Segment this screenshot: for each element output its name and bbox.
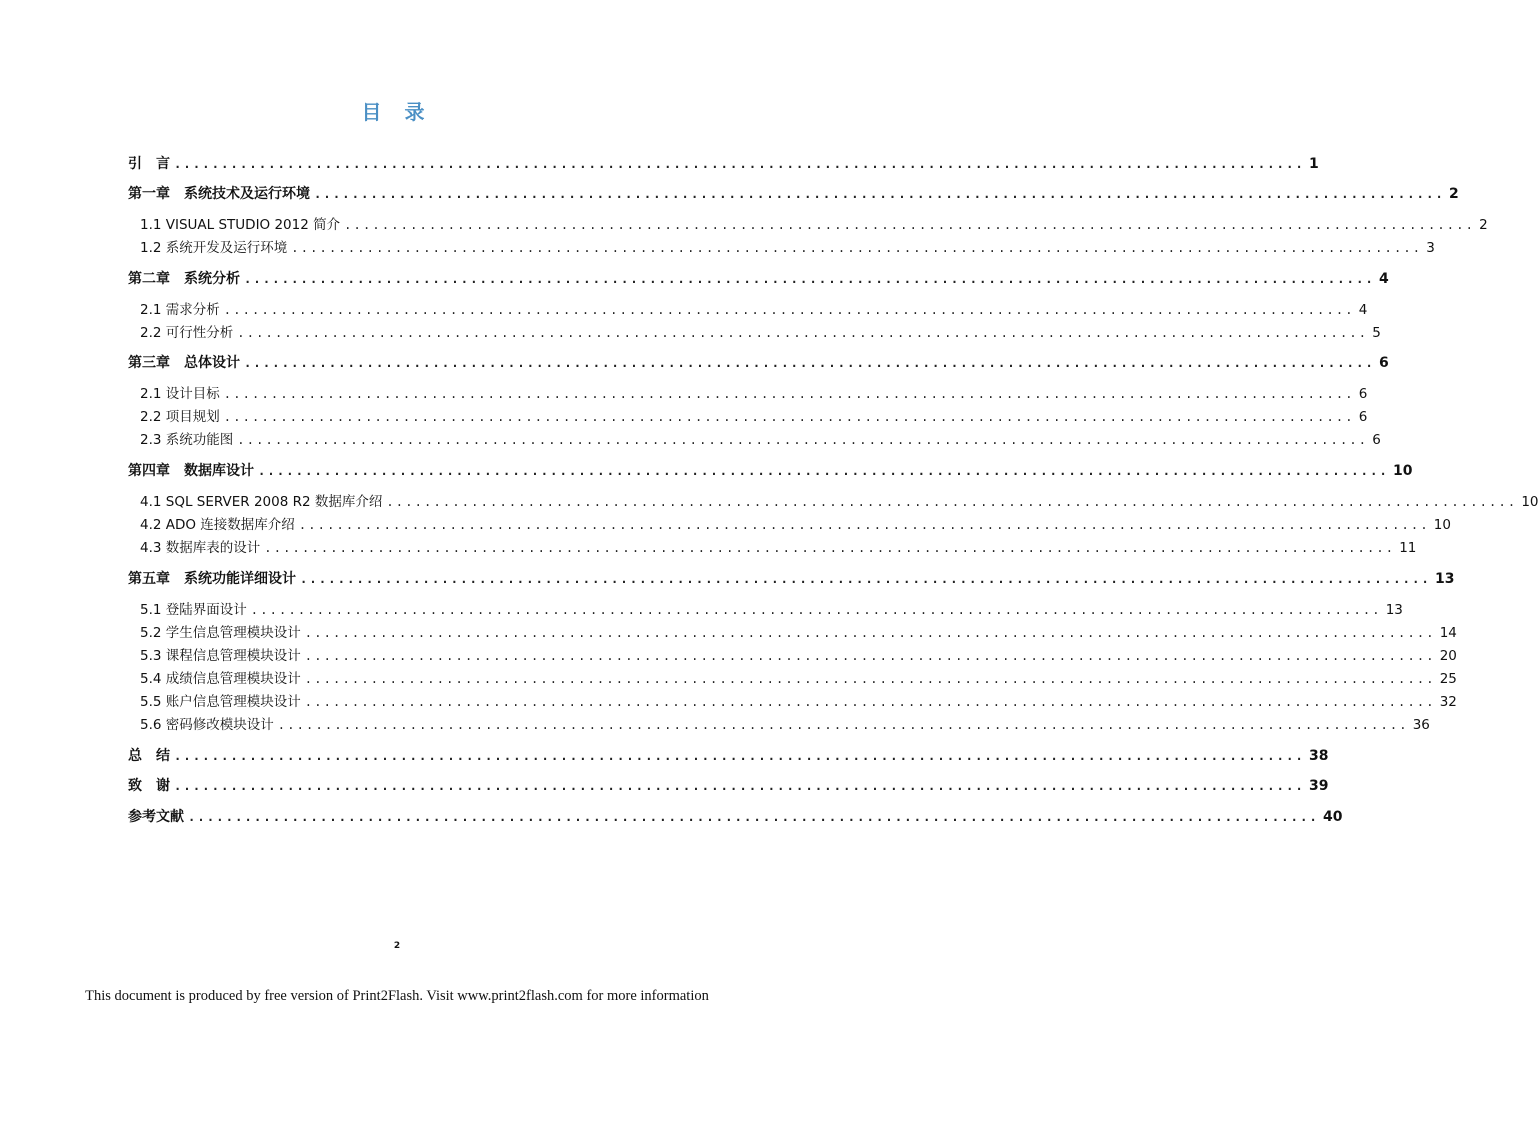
toc-entry-page: 4 [1358, 302, 1368, 318]
toc-entry-label: 2.1 设计目标 [140, 386, 220, 402]
toc-entry-page: 6 [1358, 409, 1368, 425]
toc-leader-dots: ........................................................................................................................ [314, 187, 1445, 201]
toc-section-entry[interactable] [140, 381, 1368, 403]
toc-entry-page: 6 [1372, 432, 1381, 448]
toc-leader-dots: ........................................................................................................................ [344, 218, 1476, 232]
toc-section-entry[interactable] [140, 297, 1368, 319]
toc-entry-page: 10 [1521, 494, 1539, 510]
toc-entry-page: 10 [1392, 463, 1413, 479]
toc-entry-label: 5.1 登陆界面设计 [140, 602, 247, 618]
toc-entry-page: 10 [1433, 517, 1451, 533]
toc-entry-label: 2.3 系统功能图 [140, 432, 234, 448]
toc-section-entry[interactable] [140, 212, 1488, 234]
toc-section-entry[interactable] [140, 404, 1368, 426]
page-title: 目 录 [361, 100, 433, 124]
toc-leader-dots: ........................................................................................................................ [244, 356, 1375, 370]
toc-entry-page: 25 [1439, 671, 1457, 687]
toc-leader-dots: ........................................................................................................................ [304, 672, 1436, 686]
toc-entry-label: 2.2 可行性分析 [140, 325, 234, 341]
toc-section-entry[interactable] [140, 712, 1430, 734]
toc-leader-dots: ........................................................................................................................ [223, 410, 1355, 424]
page-number: 2 [393, 941, 401, 951]
toc-section-entry[interactable] [140, 666, 1457, 688]
toc-leader-dots: ........................................................................................................................ [258, 464, 1389, 478]
toc-chapter-entry[interactable] [128, 566, 1455, 588]
toc-leader-dots: ........................................................................................................................ [300, 572, 1431, 586]
toc-chapter-entry[interactable] [128, 458, 1413, 480]
toc-leader-dots: ........................................................................................................................ [250, 603, 1382, 617]
toc-chapter-entry[interactable] [128, 350, 1389, 372]
toc-entry-page: 38 [1308, 748, 1329, 764]
toc-entry-label: 参考文献 [128, 809, 184, 825]
toc-entry-page: 32 [1439, 694, 1457, 710]
toc-section-entry[interactable] [140, 489, 1539, 511]
toc-chapter-entry[interactable] [128, 804, 1343, 826]
toc-chapter-entry[interactable] [128, 773, 1329, 795]
toc-leader-dots: ........................................................................................................................ [304, 649, 1436, 663]
toc-entry-page: 2 [1479, 217, 1488, 233]
toc-leader-dots: ........................................................................................................................ [277, 718, 1409, 732]
toc-leader-dots: ........................................................................................................................ [291, 241, 1423, 255]
toc-entry-page: 20 [1439, 648, 1457, 664]
toc-entry-label: 5.5 账户信息管理模块设计 [140, 694, 301, 710]
toc-chapter-entry[interactable] [128, 151, 1319, 173]
toc-entry-label: 1.2 系统开发及运行环境 [140, 240, 288, 256]
toc-entry-page: 6 [1378, 355, 1389, 371]
toc-entry-page: 13 [1434, 571, 1455, 587]
toc-leader-dots: ........................................................................................................................ [188, 810, 1319, 824]
toc-leader-dots: ........................................................................................................................ [237, 326, 1369, 340]
toc-entry-label: 5.3 课程信息管理模块设计 [140, 648, 301, 664]
toc-entry-label: 引 言 [128, 156, 170, 172]
toc-leader-dots: ........................................................................................................................ [174, 779, 1305, 793]
toc-leader-dots: ........................................................................................................................ [223, 303, 1355, 317]
toc-entry-page: 2 [1448, 186, 1459, 202]
toc-leader-dots: ........................................................................................................................ [237, 433, 1369, 447]
toc-entry-page: 5 [1372, 325, 1381, 341]
toc-entry-label: 总 结 [128, 748, 170, 764]
toc-section-entry[interactable] [140, 235, 1435, 257]
toc-chapter-entry[interactable] [128, 743, 1329, 765]
toc-section-entry[interactable] [140, 535, 1417, 557]
toc-section-entry[interactable] [140, 320, 1381, 342]
toc-entry-page: 1 [1308, 156, 1319, 172]
toc-leader-dots: ........................................................................................................................ [174, 157, 1305, 171]
toc-leader-dots: ........................................................................................................................ [386, 495, 1518, 509]
toc-leader-dots: ........................................................................................................................ [174, 749, 1305, 763]
toc-entry-label: 第三章 总体设计 [128, 355, 240, 371]
toc-leader-dots: ........................................................................................................................ [304, 695, 1436, 709]
toc-entry-label: 5.4 成绩信息管理模块设计 [140, 671, 301, 687]
toc-chapter-entry[interactable] [128, 181, 1459, 203]
toc-section-entry[interactable] [140, 620, 1457, 642]
toc-entry-label: 4.3 数据库表的设计 [140, 540, 261, 556]
toc-entry-page: 6 [1358, 386, 1368, 402]
toc-entry-page: 13 [1385, 602, 1403, 618]
toc-section-entry[interactable] [140, 689, 1457, 711]
toc-entry-page: 36 [1412, 717, 1430, 733]
toc-entry-page: 4 [1378, 271, 1389, 287]
toc-entry-page: 40 [1322, 809, 1343, 825]
toc-leader-dots: ........................................................................................................................ [304, 626, 1436, 640]
toc-entry-label: 第五章 系统功能详细设计 [128, 571, 296, 587]
toc-entry-page: 39 [1308, 778, 1329, 794]
toc-entry-label: 1.1 VISUAL STUDIO 2012 简介 [140, 217, 341, 233]
toc-entry-page: 3 [1426, 240, 1435, 256]
toc-leader-dots: ........................................................................................................................ [223, 387, 1355, 401]
toc-entry-label: 2.2 项目规划 [140, 409, 220, 425]
toc-section-entry[interactable] [140, 512, 1451, 534]
toc-leader-dots: ........................................................................................................................ [244, 272, 1375, 286]
toc-entry-label: 5.2 学生信息管理模块设计 [140, 625, 301, 641]
toc-section-entry[interactable] [140, 427, 1381, 449]
toc-entry-label: 5.6 密码修改模块设计 [140, 717, 274, 733]
toc-entry-label: 致 谢 [128, 778, 170, 794]
toc-entry-page: 14 [1439, 625, 1457, 641]
toc-leader-dots: ........................................................................................................................ [264, 541, 1396, 555]
toc-entry-label: 2.1 需求分析 [140, 302, 220, 318]
toc-entry-label: 4.1 SQL SERVER 2008 R2 数据库介绍 [140, 494, 383, 510]
toc-chapter-entry[interactable] [128, 266, 1389, 288]
footer-notice: This document is produced by free version of Print2Flash. Visit www.print2flash.com for more information [85, 988, 709, 1004]
toc-entry-label: 4.2 ADO 连接数据库介绍 [140, 517, 295, 533]
toc-entry-page: 11 [1399, 540, 1417, 556]
toc-entry-label: 第二章 系统分析 [128, 271, 240, 287]
toc-section-entry[interactable] [140, 643, 1457, 665]
toc-entry-label: 第四章 数据库设计 [128, 463, 254, 479]
toc-leader-dots: ........................................................................................................................ [298, 518, 1430, 532]
toc-entry-label: 第一章 系统技术及运行环境 [128, 186, 310, 202]
toc-section-entry[interactable] [140, 597, 1403, 619]
